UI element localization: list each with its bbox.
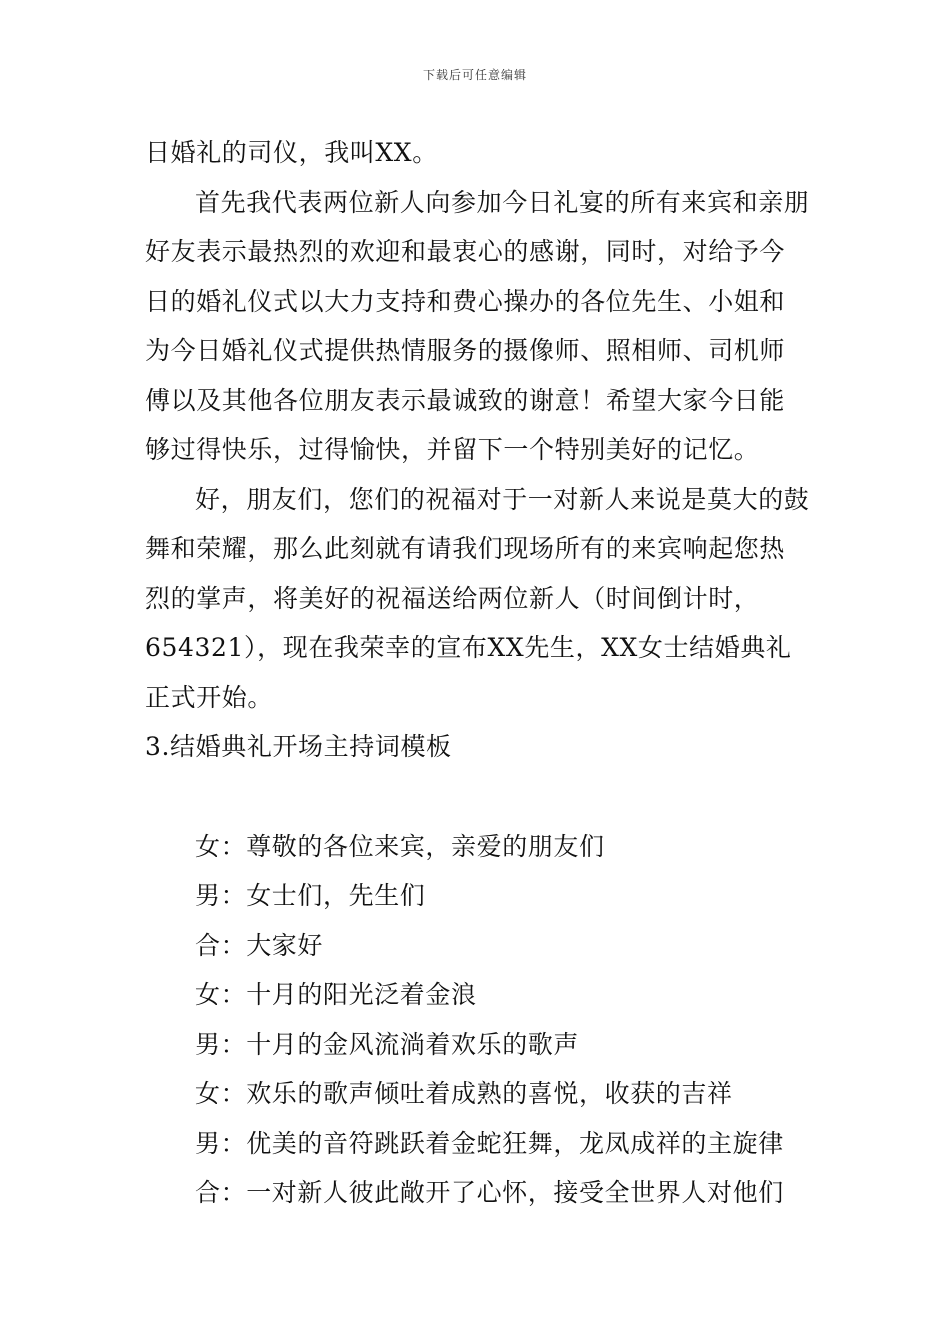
dialogue-line: 女：尊敬的各位来宾，亲爱的朋友们 <box>195 831 605 861</box>
paragraph-continued: 日婚礼的司仪，我叫XX。 <box>145 138 438 167</box>
document-body <box>145 128 810 1218</box>
paragraph-welcome: 首先我代表两位新人向参加今日礼宴的所有来宾和亲朋好友表示最热烈的欢迎和最衷心的感谢，同时，对给予今日的婚礼仪式以大力支持和费心操办的各位先生、小姐和为今日婚礼仪式提供热情服务的摄像师、照相师、司机师傅以及其他各位朋友表示最诚致的谢意！希望大家今日能够过得快乐，过得愉快，并留下一个特别美好的记忆。 <box>145 187 810 464</box>
dialogue-line: 合：一对新人彼此敞开了心怀，接受全世界人对他们 <box>195 1178 784 1207</box>
dialogue-line: 合：大家好 <box>195 930 324 960</box>
dialogue-line: 女：十月的阳光泛着金浪 <box>195 980 477 1009</box>
dialogue-line: 男：女士们，先生们 <box>195 881 426 910</box>
dialogue-line: 女：欢乐的歌声倾吐着成熟的喜悦，收获的吉祥 <box>195 1079 733 1108</box>
paragraph-ceremony-start: 好，朋友们，您们的祝福对于一对新人来说是莫大的鼓舞和荣耀，那么此刻就有请我们现场所有的来宾响起您热烈的掌声，将美好的祝福送给两位新人（时间倒计时，654321），现在我荣幸的宣布XX先生，XX女士结婚典礼正式开始。 <box>145 484 810 712</box>
page-header-note: 下载后可任意编辑 <box>422 68 527 82</box>
section-title: 3.结婚典礼开场主持词模板 <box>145 732 452 761</box>
spacer <box>145 772 810 822</box>
dialogue-line: 男：优美的音符跳跃着金蛇狂舞，龙凤成祥的主旋律 <box>195 1128 784 1158</box>
dialogue-line: 男：十月的金风流淌着欢乐的歌声 <box>195 1029 580 1059</box>
